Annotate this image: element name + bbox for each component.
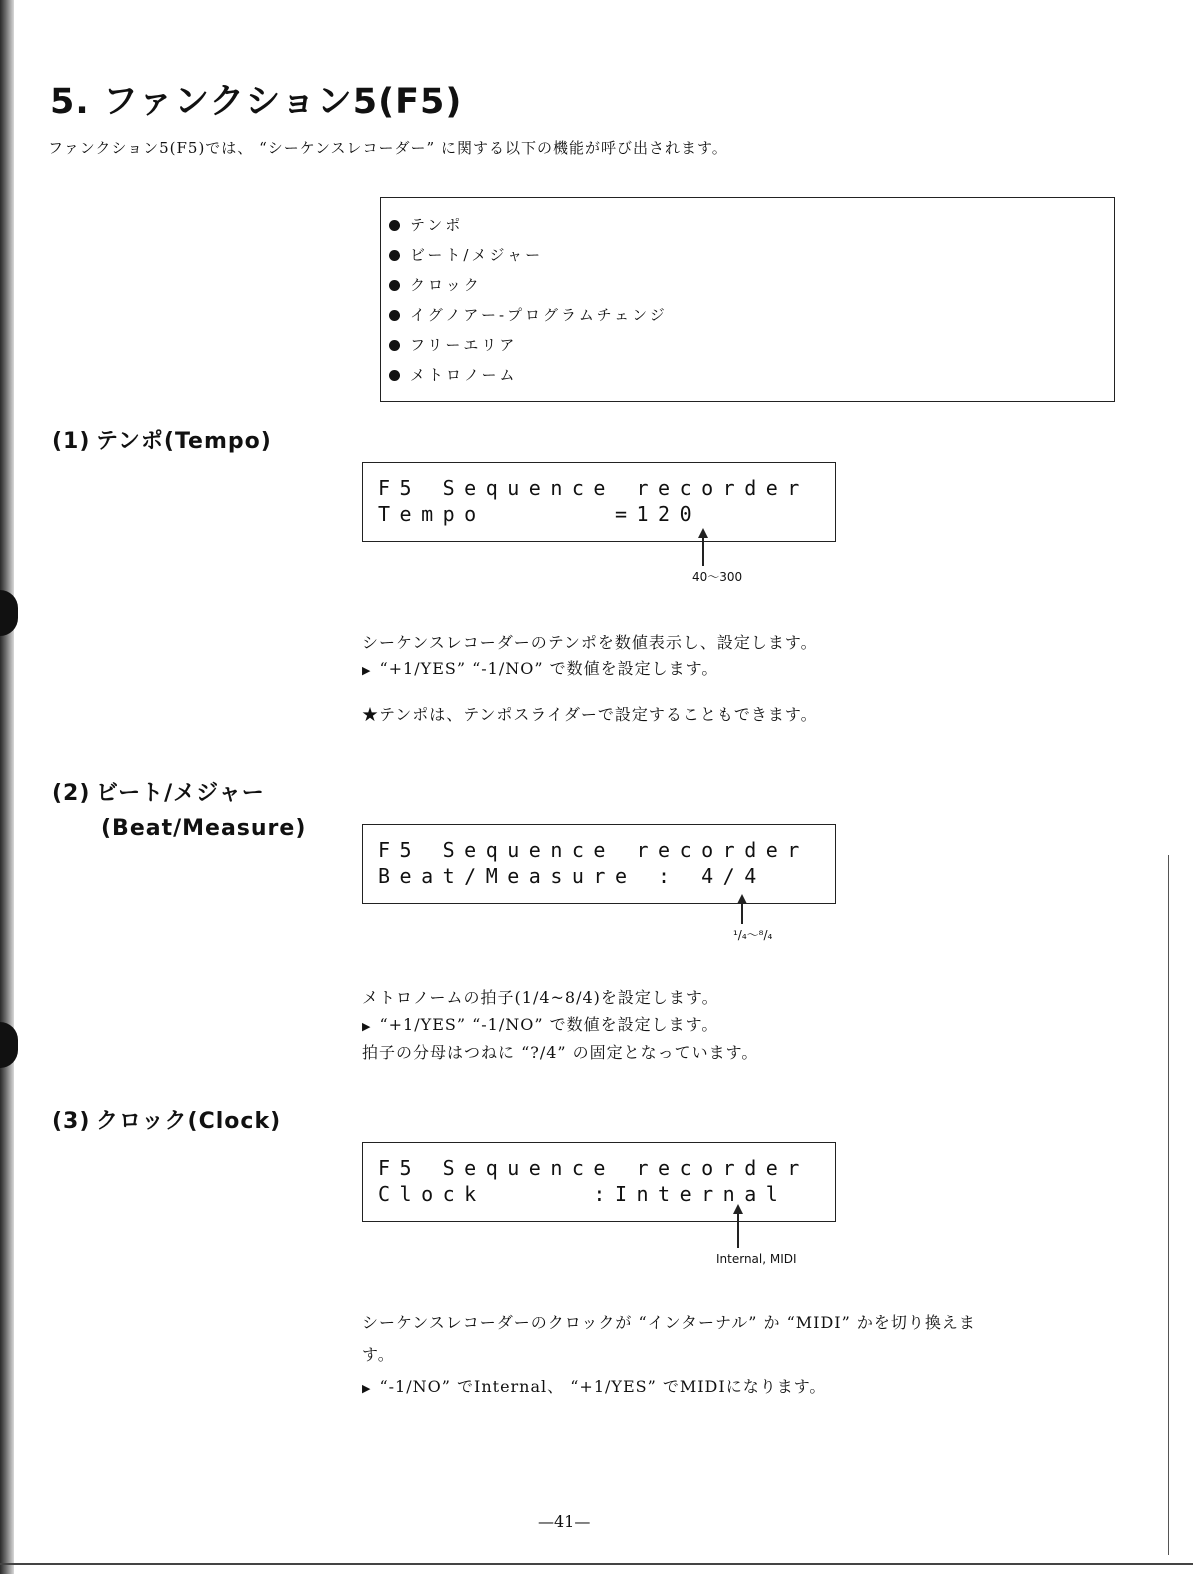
pointer-arrow-stem [737, 1212, 739, 1248]
triangle-icon: ▶ [362, 1382, 372, 1395]
clock-lcd-display [362, 1142, 836, 1222]
triangle-icon: ▶ [362, 1020, 372, 1033]
lcd-line-2: Tempo =120 [378, 502, 702, 526]
page-number: —41— [538, 1512, 591, 1531]
pointer-arrow-stem [702, 536, 704, 566]
bullet-icon [389, 280, 400, 291]
beat-lcd-display [362, 824, 836, 904]
bullet-icon [389, 220, 400, 231]
bullet-icon [389, 250, 400, 261]
tempo-instruction: ▶ “+1/YES” “-1/NO” で数値を設定します。 [362, 659, 719, 678]
section-title: 5. ファンクション5(F5) [50, 82, 463, 122]
feature-list-box [380, 197, 1115, 402]
lcd-line-2: Beat∕Measure : 4∕4 [378, 864, 766, 888]
tempo-heading-text: テンポ(Tempo) [96, 429, 272, 454]
tempo-lcd-display [362, 462, 836, 542]
page-bottom-edge [0, 1563, 1193, 1565]
feature-item: フリーエリア [389, 330, 668, 360]
intro-text: ファンクション5(F5)では、 “シーケンスレコーダー” に関する以下の機能が呼び出されます。 [48, 139, 728, 157]
bullet-icon [389, 370, 400, 381]
beat-heading-english: (Beat/Measure) [101, 816, 307, 841]
clock-description-cont: す。 [362, 1345, 395, 1364]
bullet-icon [389, 310, 400, 321]
feature-item: ビート/メジャー [389, 240, 668, 270]
beat-description: メトロノームの拍子(1/4~8/4)を設定します。 [362, 988, 719, 1007]
feature-list [389, 210, 668, 390]
tempo-range-label: 40～300 [692, 570, 743, 584]
feature-item: イグノアー-プログラムチェンジ [389, 300, 668, 330]
feature-item: テンポ [389, 210, 668, 240]
lcd-line-1: F5 Sequence recorder [378, 838, 809, 862]
feature-item: クロック [389, 270, 668, 300]
tempo-heading [52, 424, 272, 455]
binder-hole [0, 590, 18, 636]
bullet-icon [389, 340, 400, 351]
pointer-arrow-stem [741, 902, 743, 924]
clock-range-label: Internal, MIDI [716, 1252, 797, 1266]
beat-heading [52, 776, 265, 807]
triangle-icon: ▶ [362, 664, 372, 677]
section-number: (1) [52, 429, 91, 454]
clock-instruction: ▶ “-1/NO” でInternal、 “+1/YES” でMIDIになります。 [362, 1377, 827, 1396]
tempo-description: シーケンスレコーダーのテンポを数値表示し、設定します。 [362, 633, 818, 652]
clock-heading [52, 1104, 281, 1135]
beat-note: 拍子の分母はつねに “?/4” の固定となっています。 [362, 1043, 759, 1062]
clock-heading-text: クロック(Clock) [96, 1109, 282, 1134]
section-number: (3) [52, 1109, 91, 1134]
lcd-line-1: F5 Sequence recorder [378, 476, 809, 500]
scan-left-edge [0, 0, 14, 1574]
lcd-line-1: F5 Sequence recorder [378, 1156, 809, 1180]
clock-description: シーケンスレコーダーのクロックが “インターナル” か “MIDI” かを切り換えま [362, 1313, 976, 1332]
feature-item: メトロノーム [389, 360, 668, 390]
binder-hole [0, 1022, 18, 1068]
beat-heading-text: ビート/メジャー [96, 781, 265, 806]
section-number: (2) [52, 781, 91, 806]
beat-range-label: ¹/₄～⁸/₄ [733, 928, 773, 942]
beat-instruction: ▶ “+1/YES” “-1/NO” で数値を設定します。 [362, 1015, 719, 1034]
tempo-note: ★テンポは、テンポスライダーで設定することもできます。 [362, 705, 818, 724]
page-edge-line [1168, 855, 1169, 1555]
lcd-line-2: Clock :Internal [378, 1182, 788, 1206]
